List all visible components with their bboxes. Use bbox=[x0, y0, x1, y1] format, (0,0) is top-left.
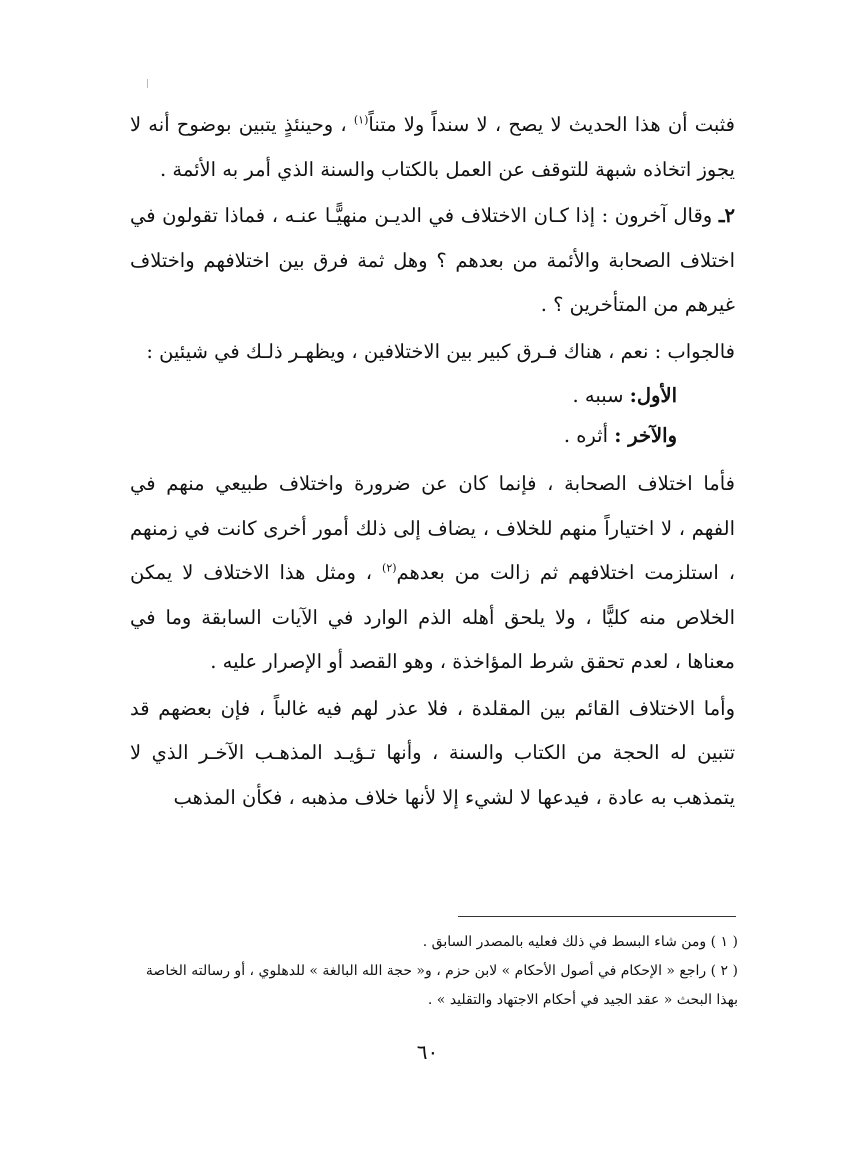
paragraph-5-text: وأما الاختلاف القائم بين المقلدة ، فلا عذر لهم فيه غالباً ، فإن بعضهم قد تتبين له الحجة من الكتاب والسنة ، وأنها تـؤيـد المذهـب الآخـر الذي لا يتمذهب به عادة ، فيدعها لا لشيء إلا لأنها خلاف مذهبه ، فكأن المذهب bbox=[130, 696, 735, 809]
footnote-2: ( ٢ ) راجع « الإحكام في أصول الأحكام » لابن حزم ، و« حجة الله البالغة » للدهلوي ، أو رسالته الخاصة بهذا البحث « عقد الجيد في أحكام الاجتهاد والتقليد » . bbox=[145, 963, 738, 1008]
paragraph-5 bbox=[130, 687, 735, 821]
paragraph-1 bbox=[130, 103, 735, 192]
footnote-divider bbox=[458, 916, 736, 917]
paragraph-4-text-a: فأما اختلاف الصحابة ، فإنما كان عن ضرورة واختلاف طبيعي منهم في الفهم ، لا اختياراً منهم للخلاف ، يضاف إلى ذلك أمور أخرى كانت في زمنهم ، استلزمت اختلافهم ثم زالت من بعدهم bbox=[130, 472, 735, 584]
item-number-2: ٢ـ bbox=[718, 204, 736, 227]
page-number: ٦٠ bbox=[416, 1040, 439, 1064]
paragraph-4 bbox=[130, 462, 735, 685]
footnote-1: ( ١ ) ومن شاء البسط في ذلك فعليه بالمصدر السابق . bbox=[422, 934, 738, 950]
paragraph-1-text-b: ، وحينئذٍ يتبين بوضوح أنه لا يجوز اتخاذه شبهة للتوقف عن العمل بالكتاب والسنة الذي أمر به الأئمة . bbox=[130, 113, 735, 181]
main-text bbox=[130, 103, 735, 822]
footnote-ref-1[interactable]: (١) bbox=[353, 113, 369, 127]
point-first-label: الأول: bbox=[629, 384, 677, 407]
point-second-text: أثره . bbox=[563, 424, 615, 447]
footnotes bbox=[128, 928, 738, 1015]
point-first-text: سببه . bbox=[572, 384, 630, 407]
paragraph-4-text-b: ، ومثل هذا الاختلاف لا يمكن الخلاص منه كليًّا ، ولا يلحق أهله الذم الوارد في الآيات السابقة وما في معناها ، لعدم تحقق شرط المؤاخذة ، وهو القصد أو الإصرار عليه . bbox=[130, 561, 735, 673]
paragraph-3-text: فالجواب : نعم ، هناك فـرق كبير بين الاختلافين ، ويظهـر ذلـك في شيئين : bbox=[146, 339, 735, 363]
footnote-ref-2[interactable]: (٢) bbox=[382, 561, 397, 575]
point-first bbox=[130, 376, 735, 416]
paragraph-2 bbox=[130, 194, 735, 328]
paragraph-2-text: وقال آخرون : إذا كـان الاختلاف في الديـن منهيًّـا عنـه ، فماذا تقولون في اختلاف الصحابة والأئمة من بعدهم ؟ وهل ثمة فرق بين اختلافهم واختلاف غيرهم من المتأخرين ؟ . bbox=[130, 204, 735, 316]
paragraph-1-text-a: فثبت أن هذا الحديث لا يصح ، لا سنداً ولا متناً bbox=[368, 113, 735, 136]
scan-speck bbox=[147, 79, 148, 88]
point-second bbox=[130, 416, 735, 456]
point-second-label: والآخر : bbox=[614, 424, 677, 447]
paragraph-3 bbox=[130, 330, 735, 375]
